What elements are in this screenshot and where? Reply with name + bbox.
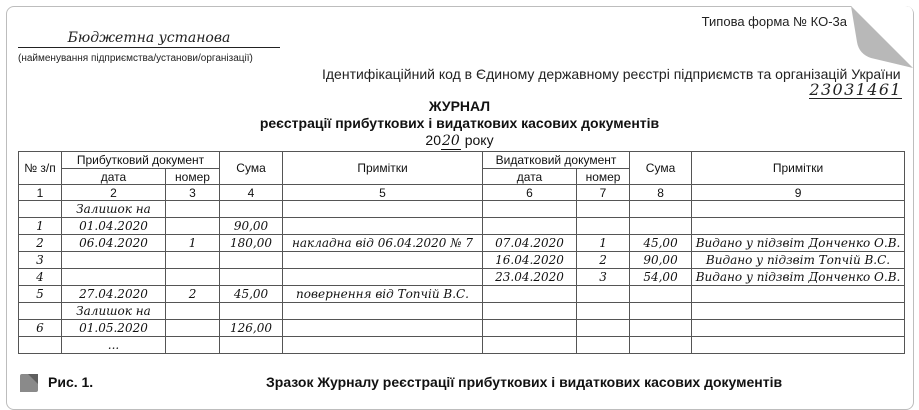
table-row: [19, 269, 905, 286]
table-cell: [692, 201, 905, 218]
table-cell: [577, 286, 630, 303]
table-cell: 54,00: [630, 269, 692, 286]
table-cell: [692, 337, 905, 354]
table-cell: [283, 337, 483, 354]
table-cell: [166, 252, 220, 269]
table-cell: 3: [577, 269, 630, 286]
table-cell: [483, 218, 577, 235]
table-cell: [62, 269, 166, 286]
table-cell: [220, 269, 283, 286]
table-cell: [483, 320, 577, 337]
table-cell: [577, 303, 630, 320]
header-expense-sum: Сума: [630, 152, 692, 185]
table-row: [19, 303, 905, 320]
table-cell: 90,00: [220, 218, 283, 235]
table-cell: [19, 337, 62, 354]
table-cell: 4: [19, 269, 62, 286]
table-cell: [577, 320, 630, 337]
column-number: 1: [19, 185, 62, 201]
table-cell: 2: [577, 252, 630, 269]
table-cell: [692, 286, 905, 303]
table-cell: 1: [166, 235, 220, 252]
table-cell: 2: [19, 235, 62, 252]
header-expense-number: номер: [577, 169, 630, 185]
table-cell: [483, 303, 577, 320]
table-cell: 1: [577, 235, 630, 252]
table-row: [19, 201, 905, 218]
table-cell: [166, 269, 220, 286]
journal-year: [0, 132, 919, 149]
table-cell: [577, 218, 630, 235]
header-income-notes: Примітки: [283, 152, 483, 185]
table-cell: [220, 303, 283, 320]
header-expense-date: дата: [483, 169, 577, 185]
table-cell: [166, 218, 220, 235]
table-cell: [166, 337, 220, 354]
table-cell: [692, 218, 905, 235]
column-number: 4: [220, 185, 283, 201]
table-cell: [630, 286, 692, 303]
identification-code-value: 23031461: [809, 80, 902, 99]
organization-name: Бюджетна установа: [18, 30, 280, 48]
table-cell: 5: [19, 286, 62, 303]
form-type-label: Типова форма № КО-3а: [701, 14, 847, 29]
table-cell: [692, 303, 905, 320]
column-number: 7: [577, 185, 630, 201]
table-cell: 01.05.2020: [62, 320, 166, 337]
table-cell: 23.04.2020: [483, 269, 577, 286]
table-cell: 6: [19, 320, 62, 337]
header-income-sum: Сума: [220, 152, 283, 185]
header-num: № з/п: [19, 152, 62, 185]
table-cell: 2: [166, 286, 220, 303]
table-row: [19, 320, 905, 337]
table-row: [19, 235, 905, 252]
table-cell: Видано у підзвіт Топчій В.С.: [692, 252, 905, 269]
table-cell: [62, 252, 166, 269]
table-cell: 27.04.2020: [62, 286, 166, 303]
identification-code-label: Ідентифікаційний код в Єдиному державному реєстрі підприємств та організацій України: [322, 66, 901, 82]
table-cell: [483, 201, 577, 218]
page-fold-corner: [851, 6, 913, 68]
table-row: [19, 218, 905, 235]
table-cell: [283, 303, 483, 320]
year-value: 20: [442, 133, 460, 149]
table-cell: [283, 252, 483, 269]
table-cell: 45,00: [630, 235, 692, 252]
table-cell: 126,00: [220, 320, 283, 337]
table-cell: 07.04.2020: [483, 235, 577, 252]
table-cell: Видано у підзвіт Донченко О.В.: [692, 269, 905, 286]
column-number: 6: [483, 185, 577, 201]
table-cell: [283, 269, 483, 286]
table-cell: [166, 303, 220, 320]
journal-subtitle: реєстрації прибуткових і видаткових касових документів: [259, 115, 660, 131]
table-row: [19, 252, 905, 269]
table-cell: [577, 201, 630, 218]
table-cell: 180,00: [220, 235, 283, 252]
table-cell: [19, 303, 62, 320]
table-row: [19, 337, 905, 354]
table-cell: [283, 201, 483, 218]
table-cell: ...: [62, 337, 166, 354]
table-row: [19, 286, 905, 303]
table-cell: [166, 201, 220, 218]
header-income-doc: Прибутковий документ: [62, 152, 220, 169]
column-number: 9: [692, 185, 905, 201]
header-expense-notes: Примітки: [692, 152, 905, 185]
table-cell: [483, 337, 577, 354]
journal-title: ЖУРНАЛ: [428, 98, 491, 114]
table-cell: повернення від Топчій В.С.: [283, 286, 483, 303]
table-cell: [220, 201, 283, 218]
table-cell: Залишок на: [62, 303, 166, 320]
header-income-date: дата: [62, 169, 166, 185]
table-cell: [483, 286, 577, 303]
table-cell: [630, 201, 692, 218]
header-expense-doc: Видатковий документ: [483, 152, 630, 169]
journal-table: [18, 151, 905, 354]
table-cell: [577, 337, 630, 354]
table-cell: [630, 337, 692, 354]
column-number: 2: [62, 185, 166, 201]
header-income-number: номер: [166, 169, 220, 185]
table-cell: [630, 218, 692, 235]
table-cell: 90,00: [630, 252, 692, 269]
table-cell: [220, 337, 283, 354]
figure-label: Рис. 1.: [48, 374, 94, 390]
table-cell: [19, 201, 62, 218]
year-suffix: року: [460, 132, 494, 148]
figure-caption: Зразок Журналу реєстрації прибуткових і видаткових касових документів: [266, 374, 783, 390]
table-cell: [630, 303, 692, 320]
table-cell: [283, 320, 483, 337]
table-cell: [220, 252, 283, 269]
table-cell: 16.04.2020: [483, 252, 577, 269]
organization-caption: (найменування підприємства/установи/організації): [18, 53, 253, 64]
table-cell: 1: [19, 218, 62, 235]
table-cell: [166, 320, 220, 337]
column-number: 8: [630, 185, 692, 201]
table-cell: [630, 320, 692, 337]
table-cell: накладна від 06.04.2020 № 7: [283, 235, 483, 252]
table-cell: 01.04.2020: [62, 218, 166, 235]
column-number: 3: [166, 185, 220, 201]
table-cell: Видано у підзвіт Донченко О.В.: [692, 235, 905, 252]
column-number-row: [19, 185, 905, 201]
table-cell: Залишок на: [62, 201, 166, 218]
table-cell: [692, 320, 905, 337]
table-cell: 3: [19, 252, 62, 269]
table-cell: 45,00: [220, 286, 283, 303]
column-number: 5: [283, 185, 483, 201]
figure-icon: [20, 374, 38, 392]
table-cell: 06.04.2020: [62, 235, 166, 252]
year-prefix: 20: [425, 132, 441, 148]
table-cell: [283, 218, 483, 235]
journal-body: [19, 201, 905, 354]
